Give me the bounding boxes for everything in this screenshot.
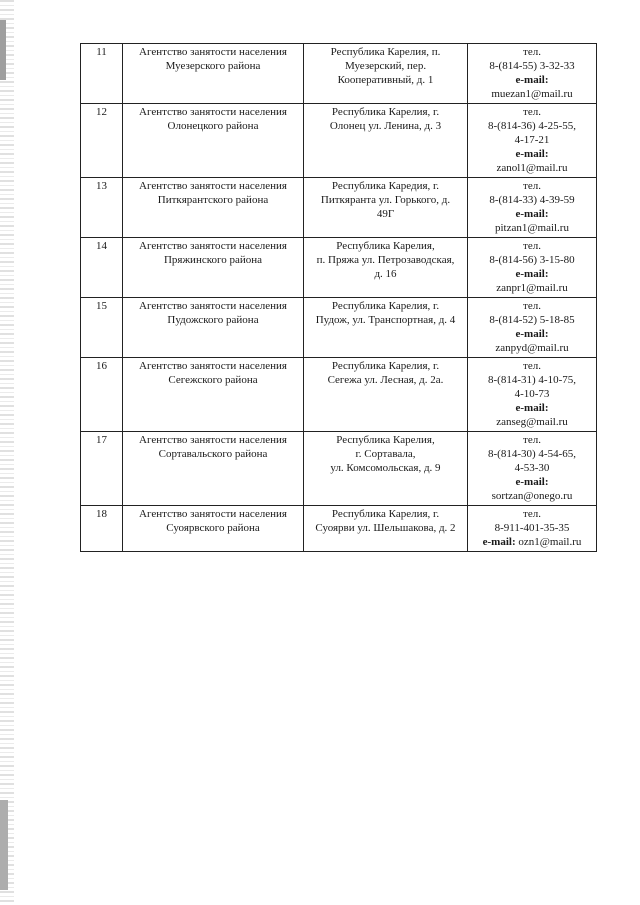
agency-name-line: Агентство занятости населения <box>139 300 287 312</box>
address-cell <box>304 104 468 178</box>
address-line: Республика Карелия, <box>336 434 435 446</box>
table-row <box>81 238 597 298</box>
address-cell <box>304 238 468 298</box>
agency-name-cell <box>123 178 304 238</box>
address-line: п. Пряжа ул. Петрозаводская, <box>316 254 455 266</box>
address-cell <box>304 432 468 506</box>
address-line: Муезерский, пер. <box>344 60 427 72</box>
address-line: Республика Карелия, п. <box>330 46 441 58</box>
address-line: Республика Карелия, г. <box>331 360 440 372</box>
contact-cell <box>468 238 597 298</box>
email-link[interactable]: zanol1@mail.ru <box>496 162 568 174</box>
email-link[interactable]: sortzan@onego.ru <box>491 490 573 502</box>
row-number: 12 <box>81 104 123 178</box>
agency-name-line: Агентство занятости населения <box>139 46 287 58</box>
table-row <box>81 178 597 238</box>
phone-number: 8-(814-33) 4-39-59 <box>489 194 575 206</box>
email-link[interactable]: pitzan1@mail.ru <box>495 222 569 234</box>
address-line: Пудож, ул. Транспортная, д. 4 <box>315 314 456 326</box>
contact-cell <box>468 506 597 552</box>
address-line: Кооперативный, д. 1 <box>337 74 434 86</box>
address-line: Сегежа ул. Лесная, д. 2а. <box>327 374 444 386</box>
agency-name-cell <box>123 238 304 298</box>
agency-name-line: Агентство занятости населения <box>139 434 287 446</box>
row-number: 14 <box>81 238 123 298</box>
email-label: e-mail: <box>515 74 549 86</box>
row-number: 11 <box>81 44 123 104</box>
phone-label: тел. <box>523 106 541 118</box>
address-cell <box>304 506 468 552</box>
address-cell <box>304 358 468 432</box>
phone-number: 8-(814-30) 4-54-65, <box>488 448 576 460</box>
row-number: 18 <box>81 506 123 552</box>
agencies-table <box>80 43 597 552</box>
phone-number: 4-17-21 <box>514 134 550 146</box>
agency-name-line: Питкярантского района <box>157 194 269 206</box>
agency-name-line: Агентство занятости населения <box>139 180 287 192</box>
email-link[interactable]: zanseg@mail.ru <box>496 416 568 428</box>
agency-name-cell <box>123 44 304 104</box>
contact-cell <box>468 298 597 358</box>
address-line: Республика Каредия, г. <box>331 180 440 192</box>
address-line: 49Г <box>376 208 395 220</box>
address-line: Олонец ул. Ленина, д. 3 <box>329 120 442 132</box>
contact-cell <box>468 104 597 178</box>
phone-label: тел. <box>523 46 541 58</box>
table-row <box>81 44 597 104</box>
row-number: 17 <box>81 432 123 506</box>
agency-name-line: Сегежского района <box>168 374 258 386</box>
address-cell <box>304 178 468 238</box>
email-label: e-mail: <box>515 402 549 414</box>
phone-label: тел. <box>523 508 541 520</box>
phone-number: 8-(814-36) 4-25-55, <box>488 120 576 132</box>
phone-label: тел. <box>523 240 541 252</box>
agency-name-cell <box>123 104 304 178</box>
row-number: 16 <box>81 358 123 432</box>
phone-number: 4-10-73 <box>514 388 550 400</box>
table-row <box>81 358 597 432</box>
phone-label: тел. <box>523 434 541 446</box>
email-line <box>471 535 593 549</box>
contact-cell <box>468 358 597 432</box>
agency-name-line: Сортавальского района <box>158 448 268 460</box>
email-label: e-mail: <box>515 328 549 340</box>
scan-edge-artifact <box>0 0 14 905</box>
address-line: Республика Карелия, <box>336 240 435 252</box>
phone-label: тел. <box>523 360 541 372</box>
agency-name-cell <box>123 506 304 552</box>
phone-number: 4-53-30 <box>514 462 550 474</box>
address-cell <box>304 44 468 104</box>
address-line: Питкяранта ул. Горького, д. <box>320 194 451 206</box>
table-row <box>81 104 597 178</box>
email-label: e-mail: <box>515 268 549 280</box>
agency-name-line: Агентство занятости населения <box>139 106 287 118</box>
address-line: Суоярви ул. Шельшакова, д. 2 <box>315 522 456 534</box>
row-number: 15 <box>81 298 123 358</box>
agency-name-line: Агентство занятости населения <box>139 360 287 372</box>
agency-name-cell <box>123 298 304 358</box>
email-label: e-mail: <box>515 476 549 488</box>
address-line: Республика Карелия, г. <box>331 106 440 118</box>
row-number: 13 <box>81 178 123 238</box>
agency-name-cell <box>123 432 304 506</box>
address-line: Республика Карелия, г. <box>331 300 440 312</box>
agency-name-line: Пряжинского района <box>163 254 263 266</box>
agency-name-line: Агентство занятости населения <box>139 240 287 252</box>
phone-label: тел. <box>523 300 541 312</box>
agency-name-line: Пудожского района <box>167 314 259 326</box>
email-link[interactable]: ozn1@mail.ru <box>518 536 582 548</box>
email-link[interactable]: muezan1@mail.ru <box>491 88 573 100</box>
agency-name-line: Муезерского района <box>165 60 261 72</box>
phone-number: 8-(814-55) 3-32-33 <box>489 60 575 72</box>
address-cell <box>304 298 468 358</box>
agency-name-line: Агентство занятости населения <box>139 508 287 520</box>
agency-name-line: Олонецкого района <box>167 120 259 132</box>
phone-number: 8-(814-31) 4-10-75, <box>488 374 576 386</box>
contact-cell <box>468 178 597 238</box>
address-line: Республика Карелия, г. <box>331 508 440 520</box>
agency-name-cell <box>123 358 304 432</box>
email-link[interactable]: zanpr1@mail.ru <box>496 282 568 294</box>
address-line: ул. Комсомольская, д. 9 <box>330 462 441 474</box>
phone-number: 8-(814-56) 3-15-80 <box>489 254 575 266</box>
address-line: г. Сортавала, <box>355 448 416 460</box>
contact-cell <box>468 432 597 506</box>
email-label: e-mail: <box>482 536 516 548</box>
table-row <box>81 298 597 358</box>
email-label: e-mail: <box>515 208 549 220</box>
table-row <box>81 506 597 552</box>
table-body <box>81 44 597 552</box>
phone-number: 8-(814-52) 5-18-85 <box>489 314 575 326</box>
agency-name-line: Суоярвского района <box>166 522 260 534</box>
phone-number: 8-911-401-35-35 <box>494 522 570 534</box>
email-label: e-mail: <box>515 148 549 160</box>
table-row <box>81 432 597 506</box>
email-link[interactable]: zanpyd@mail.ru <box>495 342 569 354</box>
address-line: д. 16 <box>374 268 397 280</box>
contact-cell <box>468 44 597 104</box>
phone-label: тел. <box>523 180 541 192</box>
